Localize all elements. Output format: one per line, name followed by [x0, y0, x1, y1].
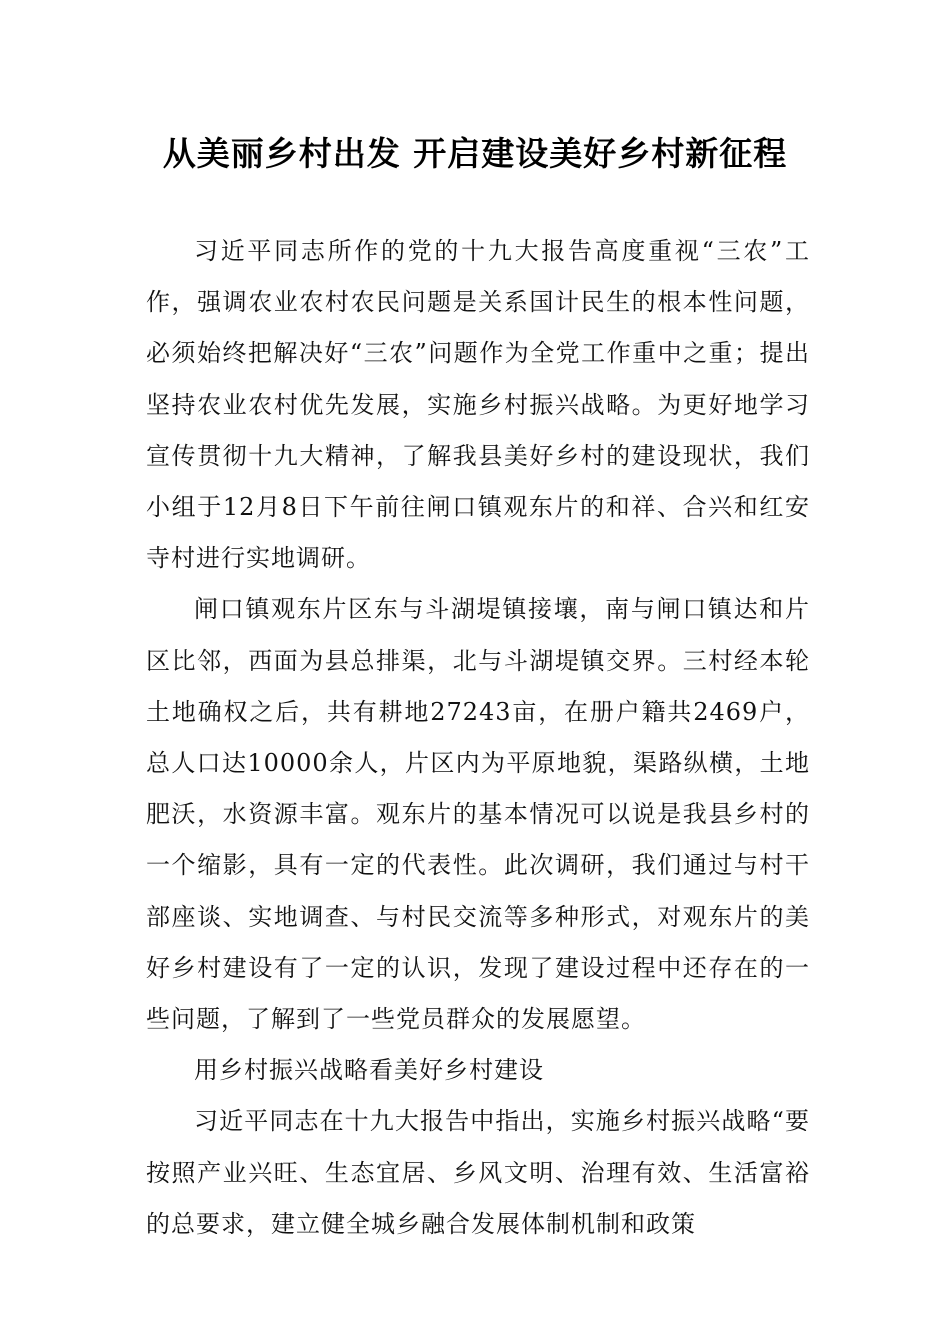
document-body: [146, 226, 810, 1250]
section-heading: 用乡村振兴战略看美好乡村建设: [194, 1056, 544, 1085]
document-title: 从美丽乡村出发 开启建设美好乡村新征程: [162, 134, 788, 173]
paragraph-area-overview: 闸口镇观东片区东与斗湖堤镇接壤，南与闸口镇达和片区比邻，西面为县总排渠，北与斗湖堤镇交界。三村经本轮土地确权之后，共有耕地27243亩，在册户籍共2469户，总人口达10000余人，片区内为平原地貌，渠路纵横，土地肥沃，水资源丰富。观东片的基本情况可以说是我县乡村的一个缩影，具有一定的代表性。此次调研，我们通过与村干部座谈、实地调查、与村民交流等多种形式，对观东片的美好乡村建设有了一定的认识，发现了建设过程中还存在的一些问题，了解到了一些党员群众的发展愿望。: [146, 595, 810, 1034]
paragraph-intro: 习近平同志所作的党的十九大报告高度重视“三农”工作，强调农业农村农民问题是关系国计民生的根本性问题，必须始终把解决好“三农”问题作为全党工作重中之重；提出坚持农业农村优先发展，实施乡村振兴战略。为更好地学习宣传贯彻十九大精神，了解我县美好乡村的建设现状，我们小组于12月8日下午前往闸口镇观东片的和祥、合兴和红安寺村进行实地调研。: [146, 237, 810, 573]
paragraph-strategy: 习近平同志在十九大报告中指出，实施乡村振兴战略“要按照产业兴旺、生态宜居、乡风文明、治理有效、生活富裕的总要求，建立健全城乡融合发展体制机制和政策: [146, 1107, 810, 1238]
